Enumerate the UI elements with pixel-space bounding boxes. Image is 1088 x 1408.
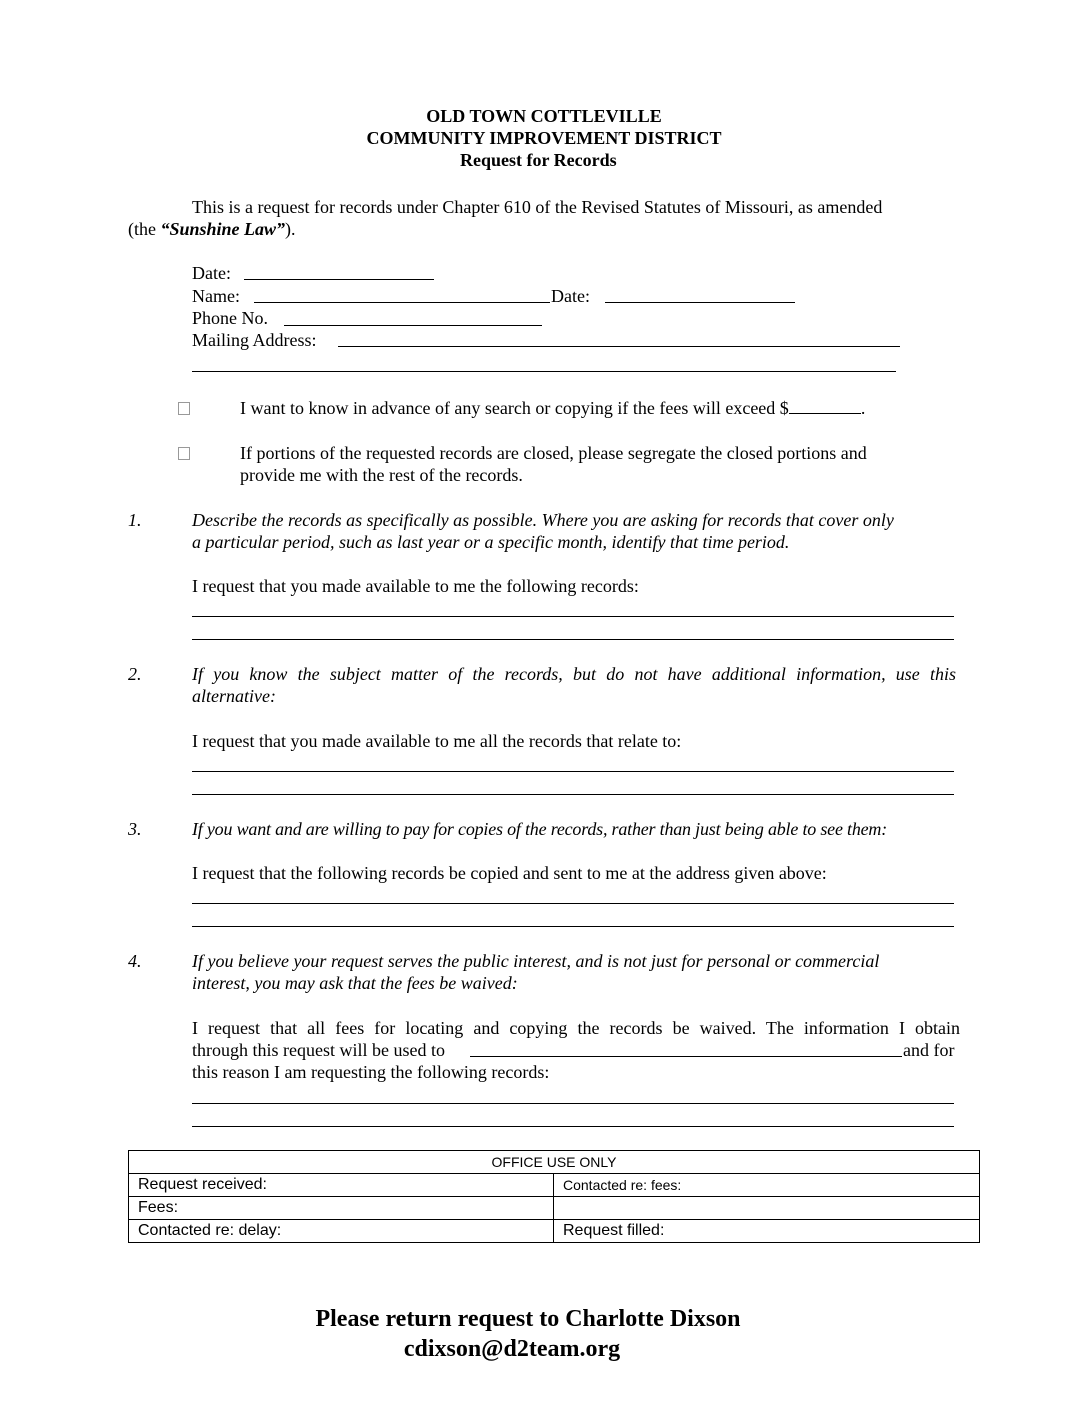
intro-line-1: This is a request for records under Chapter 610 of the Revised Statutes of Missouri, as amended [192, 197, 883, 217]
office-use-table [128, 1150, 980, 1243]
mailing-address-field-line-2[interactable] [192, 371, 896, 372]
table-row [129, 1151, 980, 1174]
date-label: Date: [192, 263, 231, 283]
section-3-answer-line-1[interactable] [192, 903, 954, 904]
date2-label: Date: [551, 286, 590, 306]
return-instructions: Please return request to Charlotte Dixson [315, 1306, 741, 1332]
table-row [129, 1220, 980, 1243]
fee-notice-end: . [860, 398, 866, 418]
title-line-2: COMMUNITY IMPROVEMENT DISTRICT [366, 128, 722, 148]
intro-text: (the [128, 219, 161, 239]
section-1-answer-line-2[interactable] [192, 639, 954, 640]
section-3-instruction-1: If you want and are willing to pay for copies of the records, rather than just being able to see them: [192, 819, 888, 839]
contact-email: cdixson@d2team.org [403, 1336, 621, 1362]
section-4-request-line-1: I request that all fees for locating and copying the records be waived. The information I obtain [192, 1018, 960, 1038]
segregate-closed-line-1: If portions of the requested records are closed, please segregate the closed portions and [240, 443, 867, 463]
section-3-request: I request that the following records be copied and sent to me at the address given above: [192, 863, 827, 883]
sunshine-law-term: “Sunshine Law” [160, 219, 286, 239]
contacted-delay-cell: Contacted re: delay: [129, 1220, 554, 1243]
section-1-request: I request that you made available to me the following records: [192, 576, 639, 596]
section-4-answer-line-1[interactable] [192, 1103, 954, 1104]
section-2-number: 2. [128, 664, 142, 684]
section-4-number: 4. [128, 951, 142, 971]
segregate-closed-line-2: provide me with the rest of the records. [240, 465, 523, 485]
section-1-instruction-1: Describe the records as specifically as possible. Where you are asking for records that cover only [192, 510, 894, 530]
segregate-closed-checkbox[interactable] [178, 447, 190, 460]
section-4-instruction-2: interest, you may ask that the fees be waived: [192, 973, 518, 993]
section-1-answer-line-1[interactable] [192, 616, 954, 617]
phone-field[interactable] [284, 325, 542, 326]
fee-notice-checkbox[interactable] [178, 402, 190, 415]
office-use-title: OFFICE USE ONLY [129, 1151, 980, 1174]
section-4-instruction-1: If you believe your request serves the public interest, and is not just for personal or commercial [192, 951, 880, 971]
section-4-request-line-2b: and for [903, 1040, 955, 1060]
section-3-answer-line-2[interactable] [192, 926, 954, 927]
section-2-instruction-1: If you know the subject matter of the records, but do not have additional information, use this [192, 664, 956, 684]
date2-field[interactable] [605, 302, 795, 303]
intro-text-end: ). [285, 219, 296, 239]
section-4-request-line-3: this reason I am requesting the following records: [192, 1062, 550, 1082]
name-field[interactable] [254, 302, 550, 303]
intro-line-2 [128, 218, 296, 240]
section-3-number: 3. [128, 819, 142, 839]
title-line-3: Request for Records [460, 150, 617, 170]
mailing-address-label: Mailing Address: [192, 330, 317, 350]
phone-label: Phone No. [192, 308, 268, 328]
empty-cell [554, 1197, 980, 1220]
name-label: Name: [192, 286, 240, 306]
public-interest-use-field[interactable] [470, 1056, 902, 1057]
contacted-fees-cell: Contacted re: fees: [554, 1174, 980, 1197]
fee-notice-label: I want to know in advance of any search or copying if the fees will exceed $ [240, 398, 789, 418]
section-2-answer-line-1[interactable] [192, 771, 954, 772]
fees-cell: Fees: [129, 1197, 554, 1220]
title-line-1: OLD TOWN COTTLEVILLE [426, 106, 662, 126]
request-received-cell: Request received: [129, 1174, 554, 1197]
request-filled-cell: Request filled: [554, 1220, 980, 1243]
table-row [129, 1197, 980, 1220]
date-field[interactable] [244, 279, 434, 280]
section-2-request: I request that you made available to me all the records that relate to: [192, 731, 682, 751]
section-1-instruction-2: a particular period, such as last year or a specific month, identify that time period. [192, 532, 790, 552]
mailing-address-field[interactable] [338, 346, 900, 347]
fee-amount-field[interactable] [789, 397, 861, 414]
section-4-request-line-2a: through this request will be used to [192, 1040, 445, 1060]
table-row [129, 1174, 980, 1197]
section-4-answer-line-2[interactable] [192, 1126, 954, 1127]
section-2-instruction-2: alternative: [192, 686, 276, 706]
section-2-answer-line-2[interactable] [192, 794, 954, 795]
fee-notice-text [240, 397, 865, 419]
section-1-number: 1. [128, 510, 142, 530]
